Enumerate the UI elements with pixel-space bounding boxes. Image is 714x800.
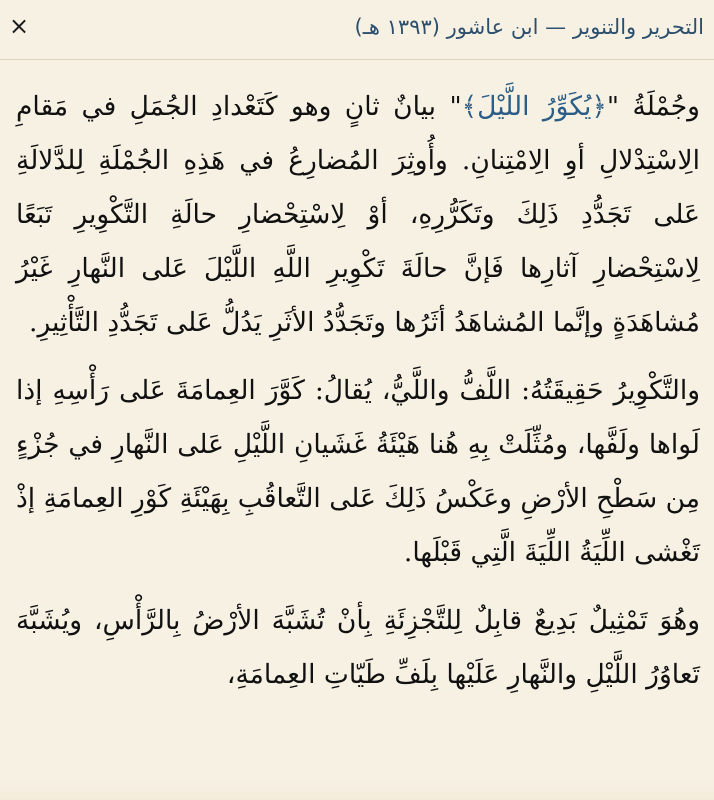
paragraph-3: وهُوَ تَمْثِيلٌ بَدِيعٌ قابِلٌ لِلتَّجْزِئَةِ بِأنْ تُشَبَّهَ الأرْضُ بِالرَّأْسِ، ويُشَبَّهَ تَعاوُرُ اللَّيْلِ والنَّهارِ عَلَيْها بِلَفِّ طَيّاتِ العِمامَةِ، (16, 605, 700, 690)
paragraph-1 (16, 80, 700, 350)
bottom-fade (0, 780, 714, 800)
paragraph-1-lead: وجُمْلَةُ " (606, 91, 700, 122)
header-bar (0, 0, 714, 60)
paragraph-2: والتَّكْوِيرُ حَقِيقَتُهُ: اللَّفُّ واللَّيُّ، يُقالُ: كَوَّرَ العِمامَةَ عَلى رَأْسِهِ إذا لَواها ولَفَّها، ومُثِّلَتْ بِهِ هُنا هَيْئَةُ غَشَيانِ اللَّيْلِ عَلى النَّهارِ في جُزْءٍ مِن سَطْحِ الأرْضِ وعَكْسُ ذَلِكَ عَلى التَّعاقُبِ بِهَيْئَةِ كَوْرِ العِمامَةِ إذْ تَغْشى اللِّيَةُ اللِّيَةَ الَّتِي قَبْلَها. (16, 375, 700, 568)
paragraph-1-body: " بيانٌ ثانٍ وهو كَتَعْدادِ الجُمَلِ في مَقامِ الِاسْتِدْلالِ أوِ الِامْتِنانِ. وأُوثِرَ المُضارِعُ في هَذِهِ الجُمْلَةِ لِلدَّلالَةِ عَلى تَجَدُّدِ ذَلِكَ وتَكَرُّرِهِ، أوْ لِاسْتِحْضارِ حالَةِ التَّكْوِيرِ تَبَعًا لِاسْتِحْضارِ آثارِها فَإنَّ حالَةَ تَكْوِيرِ اللَّهِ اللَّيْلَ عَلى النَّهارِ غَيْرُ مُشاهَدَةٍ وإنَّما المُشاهَدُ أثَرُها وتَجَدُّدُ الأثَرِ يَدُلُّ عَلى تَجَدُّدِ التَّأْثِيرِ. (16, 91, 700, 338)
book-title: التحرير والتنوير — ابن عاشور (١٣٩٣ هـ) (354, 15, 704, 39)
close-icon[interactable]: × (8, 12, 30, 40)
tafsir-text (16, 80, 700, 716)
quran-verse-quote[interactable]: ﴿يُكَوِّرُ اللَّيْلَ﴾ (461, 91, 607, 122)
